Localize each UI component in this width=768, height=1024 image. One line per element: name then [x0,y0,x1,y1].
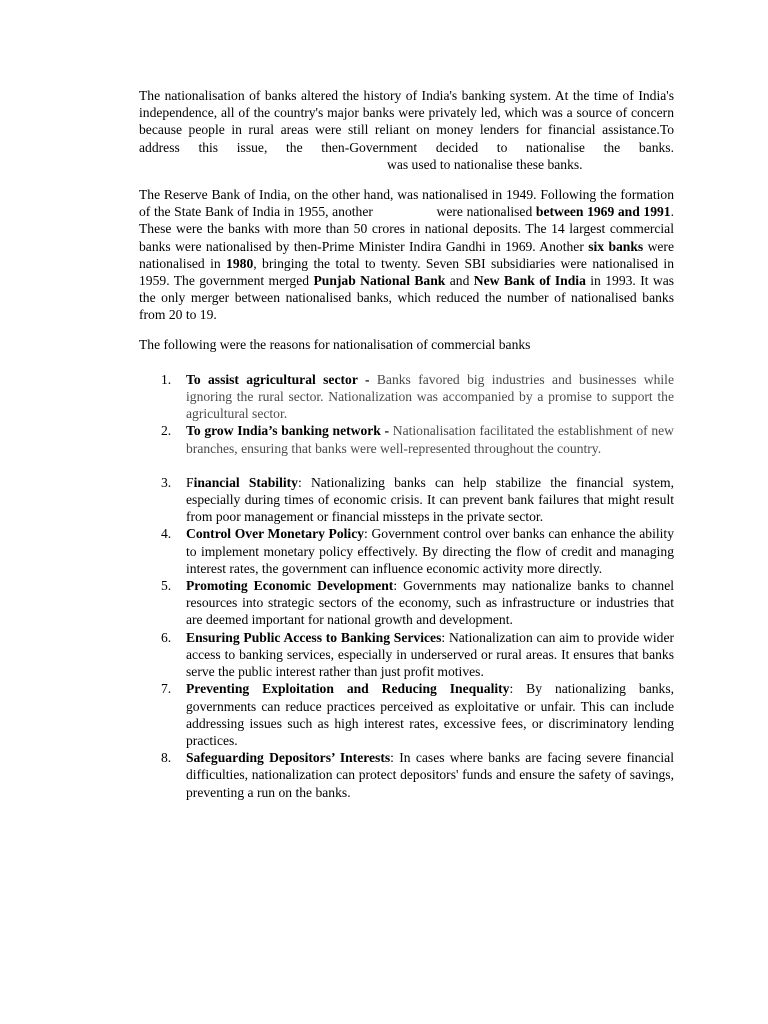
list-item: 5. Promoting Economic Development: Governments may nationalize banks to channel resources into strategic sectors of the economy, such as infrastructure or industries that are deemed important for national growth and development. [161,578,674,628]
intro-text: The nationalisation of banks altered the history of India's banking system. At the time of India's independence, all of the country's major banks were privately led, which was a source of concern because people in rural areas were still reliant on money lenders for financial assistance.To address this issue, the then-Government decided to nationalise the banks. [139,88,674,155]
reason-title: inancial Stability [193,474,298,490]
list-item: 4. Control Over Monetary Policy: Government control over banks can enhance the ability to implement monetary policy effectively. By directing the flow of credit and managing interest rates, the government can influence economic activity more directly. [161,526,674,576]
reason-title: Preventing Exploitation and Reducing Inequality [186,681,510,697]
list-item: 3. Financial Stability: Nationalizing banks can help stabilize the financial system, especially during times of economic crisis. It can prevent bank failures that might result from poor management or financial missteps in the private sector. [161,474,674,525]
reason-text: : Government control over banks can enhance the ability to implement monetary policy effectively. By directing the flow of credit and managing interest rates, the government can influence economic activity more directly. [186,526,674,576]
history-paragraph [139,186,674,324]
history-text-6: and [449,273,470,289]
list-item: 6. Ensuring Public Access to Banking Services: Nationalization can aim to provide wider access to banking services, especially in underserved or rural areas. It ensures that banks serve the public interest rather than just profit motives. [161,629,674,680]
history-text-2: were nationalised [436,204,533,220]
list-item: 8. Safeguarding Depositors’ Interests: In cases where banks are facing severe financial difficulties, nationalization can protect depositors' funds and ensure the safety of savings, preventing a run on the banks. [161,750,674,800]
reason-text: Banks favored big industries and businesses while ignoring the rural sector. Nationalization was accompanied by a promise to support the agricultural sector. [186,371,674,422]
history-text-4: were nationalised in [139,238,674,271]
reason-text: Nationalisation facilitated the establishment of new branches, ensuring that banks were well-represented throughout the country. [186,423,674,456]
reason-title-prefix: F [186,474,194,490]
list-item: 1. To assist agricultural sector - Banks favored big industries and businesses while ignoring the rural sector. Nationalization was accompanied by a promise to support the agricultural sector. [161,371,674,422]
reason-text: : By nationalizing banks, governments can reduce practices perceived as exploitative or unfair. This can include addressing issues such as high interest rates, excessive fees, or discriminatory lending practices. [186,681,675,748]
reason-title: To grow India’s banking network - [186,423,390,439]
reason-text: : Nationalization can aim to provide wider access to banking services, especially in underserved or rural areas. It ensures that banks serve the public interest rather than just profit motives. [186,629,674,680]
reasons-list [139,371,674,801]
nbi-bold: New Bank of India [473,273,586,289]
period-bold: between 1969 and 1991 [535,204,671,220]
reason-text: : Governments may nationalize banks to channel resources into strategic sectors of the economy, such as infrastructure or industries that are deemed important for national growth and development. [186,578,674,628]
history-text-1: The Reserve Bank of India, on the other hand, was nationalised in 1949. Following the formation of the State Bank of India in 1955, another [139,187,674,220]
intro-text-end: was used to nationalise these banks. [387,156,583,172]
list-item: 7. Preventing Exploitation and Reducing Inequality: By nationalizing banks, governments can reduce practices perceived as exploitative or unfair. This can include addressing issues such as high interest rates, excessive fees, or discriminatory lending practices. [161,681,675,748]
history-text-7: in 1993. It was the only merger between nationalised banks, which reduced the number of nationalised banks from 20 to 19. [139,273,675,323]
history-text-5: , bringing the total to twenty. Seven SBI subsidiaries were nationalised in 1959. The government merged [139,255,674,289]
reason-text: : Nationalizing banks can help stabilize the financial system, especially during times of economic crisis. It can prevent bank failures that might result from poor management or financial missteps in the private sector. [186,474,674,525]
six-banks-bold: six banks [588,238,644,254]
year-1980-bold: 1980 [226,255,254,271]
reason-text: : In cases where banks are facing severe financial difficulties, nationalization can protect depositors' funds and ensure the safety of savings, preventing a run on the banks. [186,750,674,800]
reasons-intro: The following were the reasons for nationalisation of commercial banks [139,336,531,352]
list-item: 2. To grow India’s banking network - Nationalisation facilitated the establishment of new branches, ensuring that banks were well-represented throughout the country. [161,423,674,456]
reason-title: Control Over Monetary Policy [186,526,365,542]
document-body [139,87,674,801]
reason-title: To assist agricultural sector - [186,371,370,387]
reason-title: Promoting Economic Development [186,578,394,594]
intro-paragraph [139,87,674,173]
pnb-bold: Punjab National Bank [313,273,446,289]
reason-title: Ensuring Public Access to Banking Services [186,629,442,645]
reason-title: Safeguarding Depositors’ Interests [186,750,391,766]
history-text-3: . These were the banks with more than 50 crores in national deposits. The 14 largest commercial banks were nationalised by then-Prime Minister Indira Gandhi in 1969. Another [139,204,675,254]
